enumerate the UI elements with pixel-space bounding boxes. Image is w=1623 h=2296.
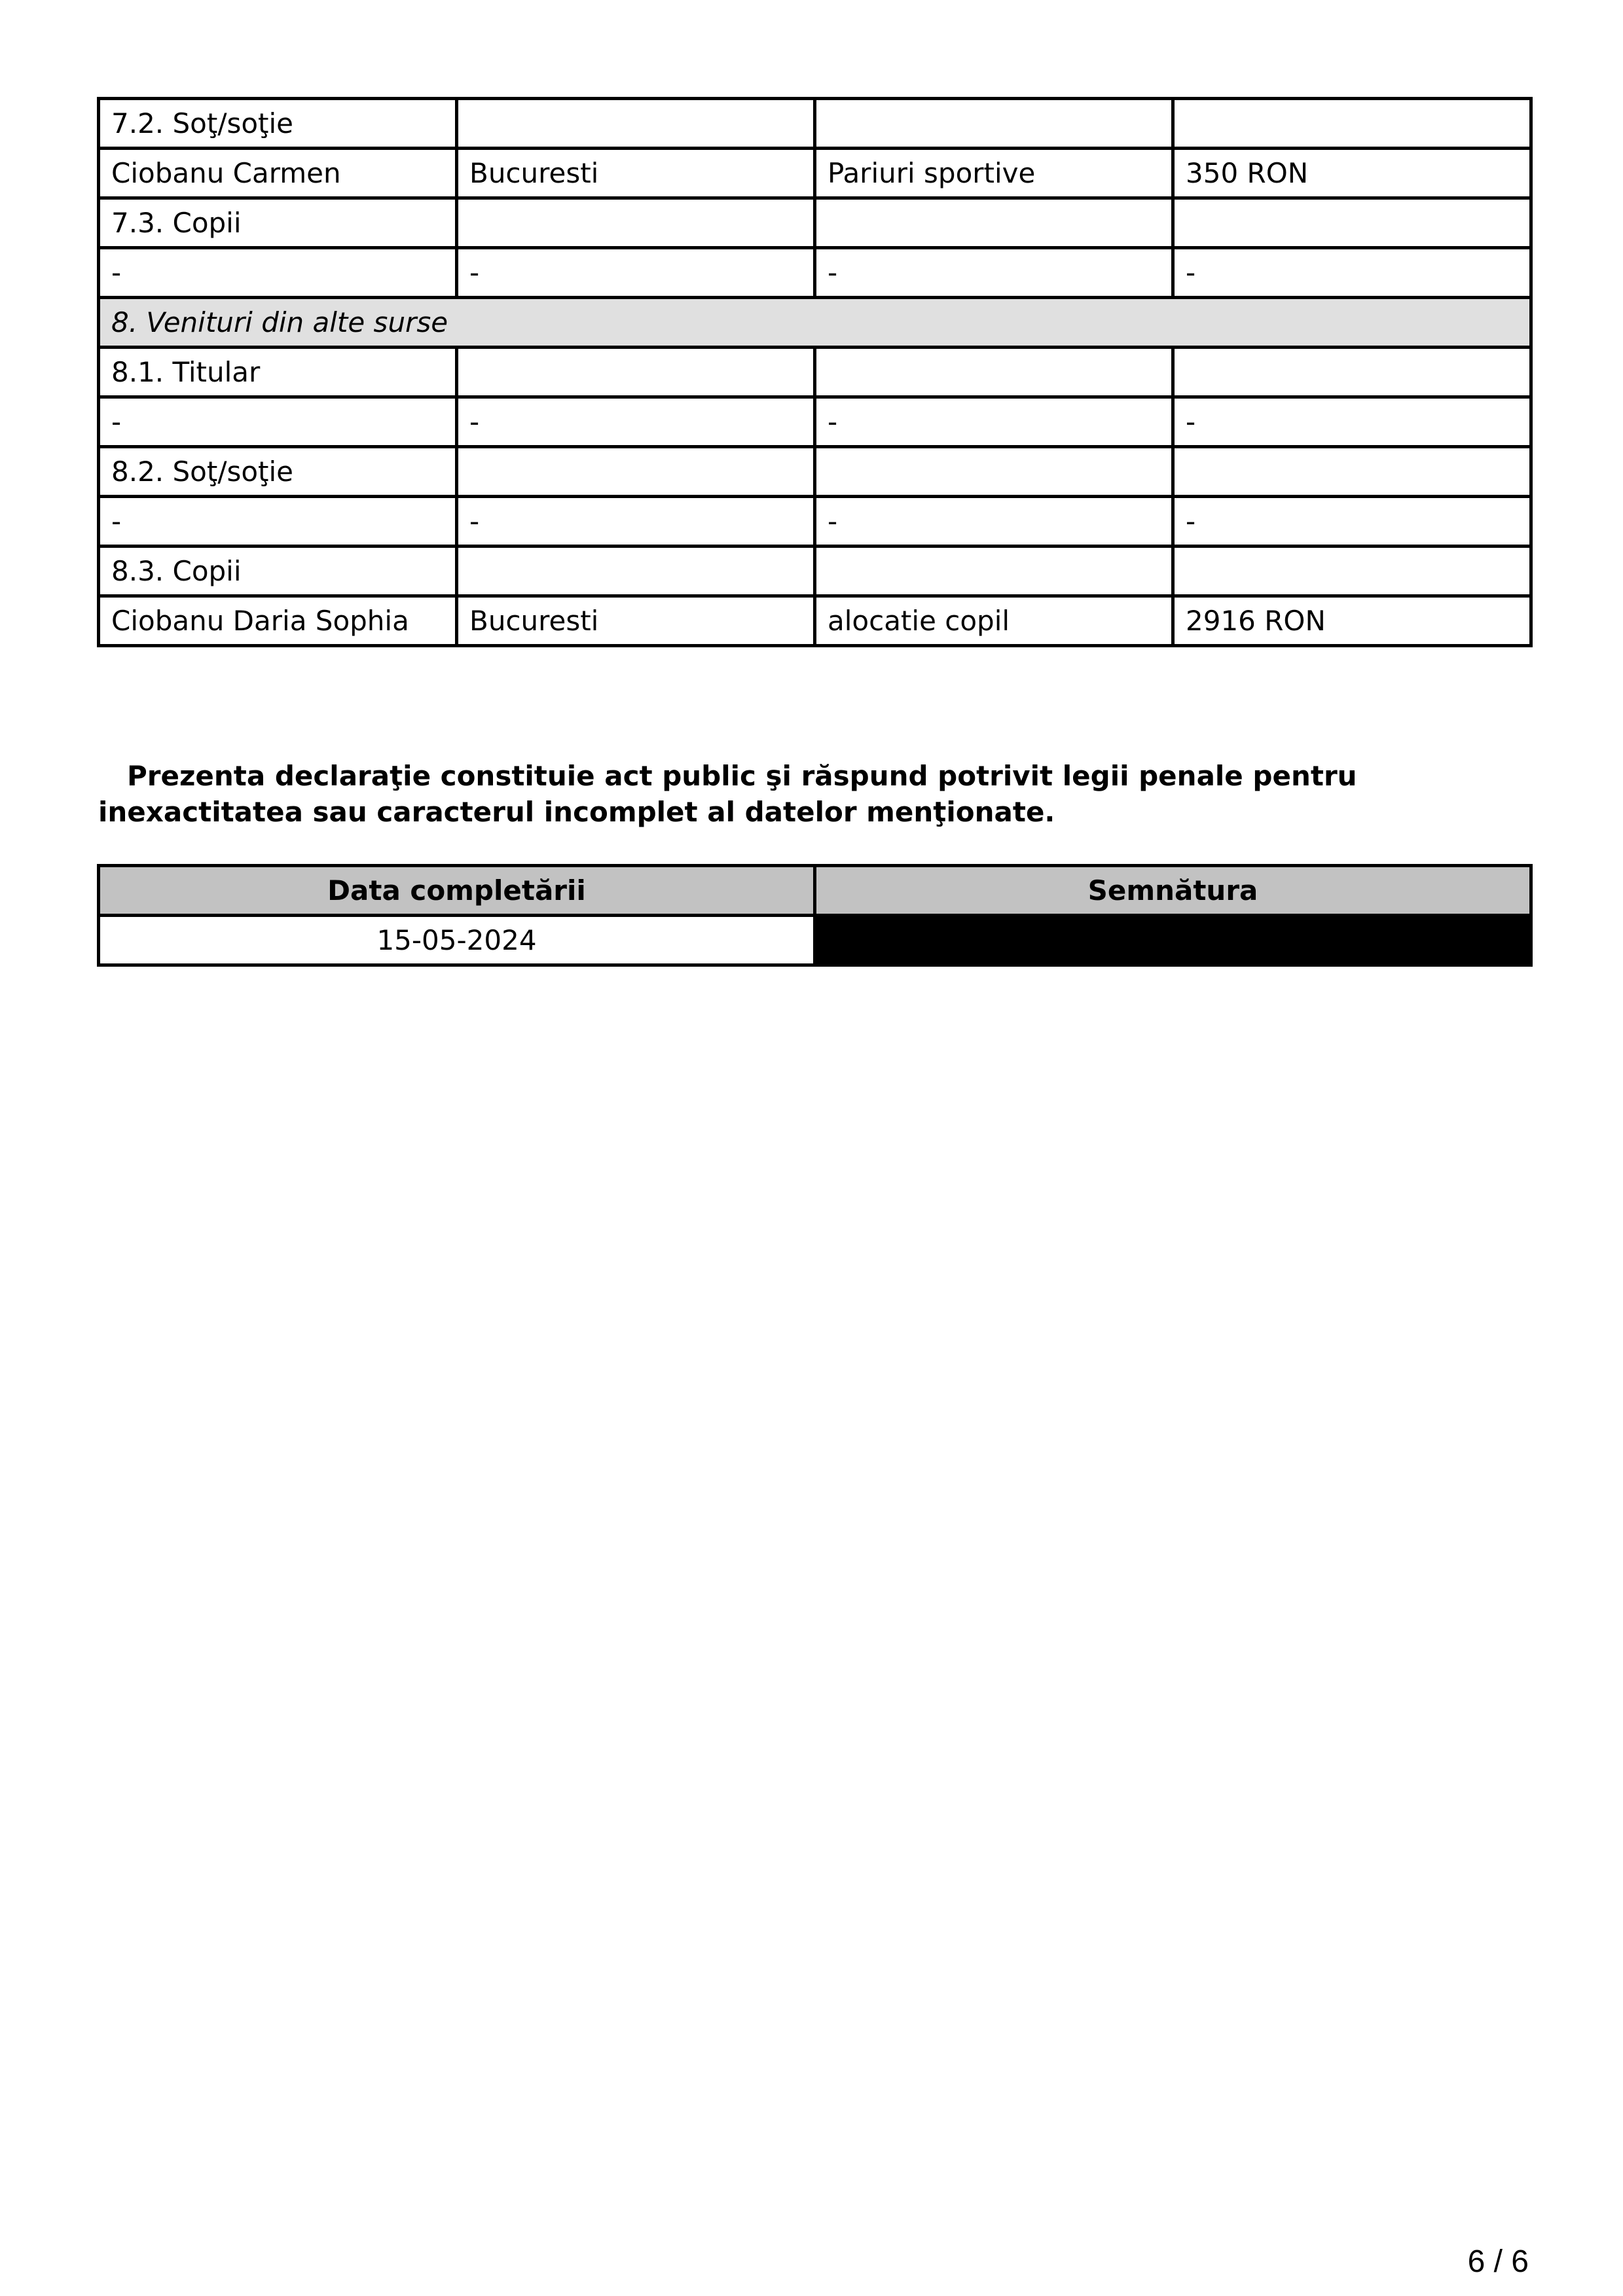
completion-date: 15-05-2024: [99, 916, 815, 965]
table-cell: [457, 547, 815, 596]
table-row-7-2-header: [99, 99, 1531, 149]
table-cell: [1173, 447, 1531, 497]
table-cell: [457, 447, 815, 497]
table-cell: 7.2. Soţ/soţie: [99, 99, 457, 149]
table-row-8-2-header: [99, 447, 1531, 497]
page-number: 6 / 6: [1467, 2244, 1529, 2279]
table-cell: -: [1173, 248, 1531, 298]
table-cell: -: [99, 248, 457, 298]
table-cell: [815, 447, 1173, 497]
table-cell: [457, 99, 815, 149]
redacted-signature: [815, 916, 1531, 965]
table-cell: Bucuresti: [457, 596, 815, 646]
table-cell: Ciobanu Carmen: [99, 149, 457, 198]
table-row: [99, 497, 1531, 547]
table-cell: -: [457, 497, 815, 547]
table-cell: 7.3. Copii: [99, 198, 457, 248]
table-cell: 2916 RON: [1173, 596, 1531, 646]
table-cell: -: [457, 397, 815, 447]
signature-header: Semnătura: [815, 866, 1531, 916]
signature-table: [97, 864, 1533, 967]
table-cell: [815, 348, 1173, 397]
section-header-row: [99, 298, 1531, 348]
income-table: [97, 97, 1533, 647]
table-cell: Bucuresti: [457, 149, 815, 198]
table-cell: Ciobanu Daria Sophia: [99, 596, 457, 646]
table-cell: alocatie copil: [815, 596, 1173, 646]
signature-table-body: [99, 916, 1531, 965]
table-cell: [457, 348, 815, 397]
table-cell: -: [99, 497, 457, 547]
table-cell: Pariuri sportive: [815, 149, 1173, 198]
table-row: [99, 596, 1531, 646]
table-row-8-1-header: [99, 348, 1531, 397]
table-cell: [1173, 99, 1531, 149]
income-table-body: [99, 99, 1531, 646]
table-cell: [1173, 348, 1531, 397]
table-row: [99, 149, 1531, 198]
table-row-8-3-header: [99, 547, 1531, 596]
table-cell: -: [815, 497, 1173, 547]
table-row-7-3-header: [99, 198, 1531, 248]
legal-statement: Prezenta declaraţie constituie act public şi răspund potrivit legii penale pentru inexactitatea sau caracterul incomplet al datelor menţionate.: [98, 760, 1357, 828]
table-cell: -: [815, 397, 1173, 447]
table-cell: [1173, 198, 1531, 248]
signature-table-head: [99, 866, 1531, 916]
table-cell: -: [1173, 497, 1531, 547]
table-cell: 8.3. Copii: [99, 547, 457, 596]
table-cell: [815, 198, 1173, 248]
table-cell: [815, 547, 1173, 596]
table-cell: -: [99, 397, 457, 447]
table-cell: [457, 198, 815, 248]
signature-header-row: [99, 866, 1531, 916]
table-cell: -: [457, 248, 815, 298]
table-cell: 8.1. Titular: [99, 348, 457, 397]
table-cell: 8.2. Soţ/soţie: [99, 447, 457, 497]
table-cell: 350 RON: [1173, 149, 1531, 198]
table-cell: -: [1173, 397, 1531, 447]
date-header: Data completării: [99, 866, 815, 916]
section-title: 8. Venituri din alte surse: [99, 298, 1531, 348]
table-row: [99, 397, 1531, 447]
table-cell: -: [815, 248, 1173, 298]
table-row: [99, 248, 1531, 298]
signature-value-row: [99, 916, 1531, 965]
table-cell: [815, 99, 1173, 149]
table-cell: [1173, 547, 1531, 596]
